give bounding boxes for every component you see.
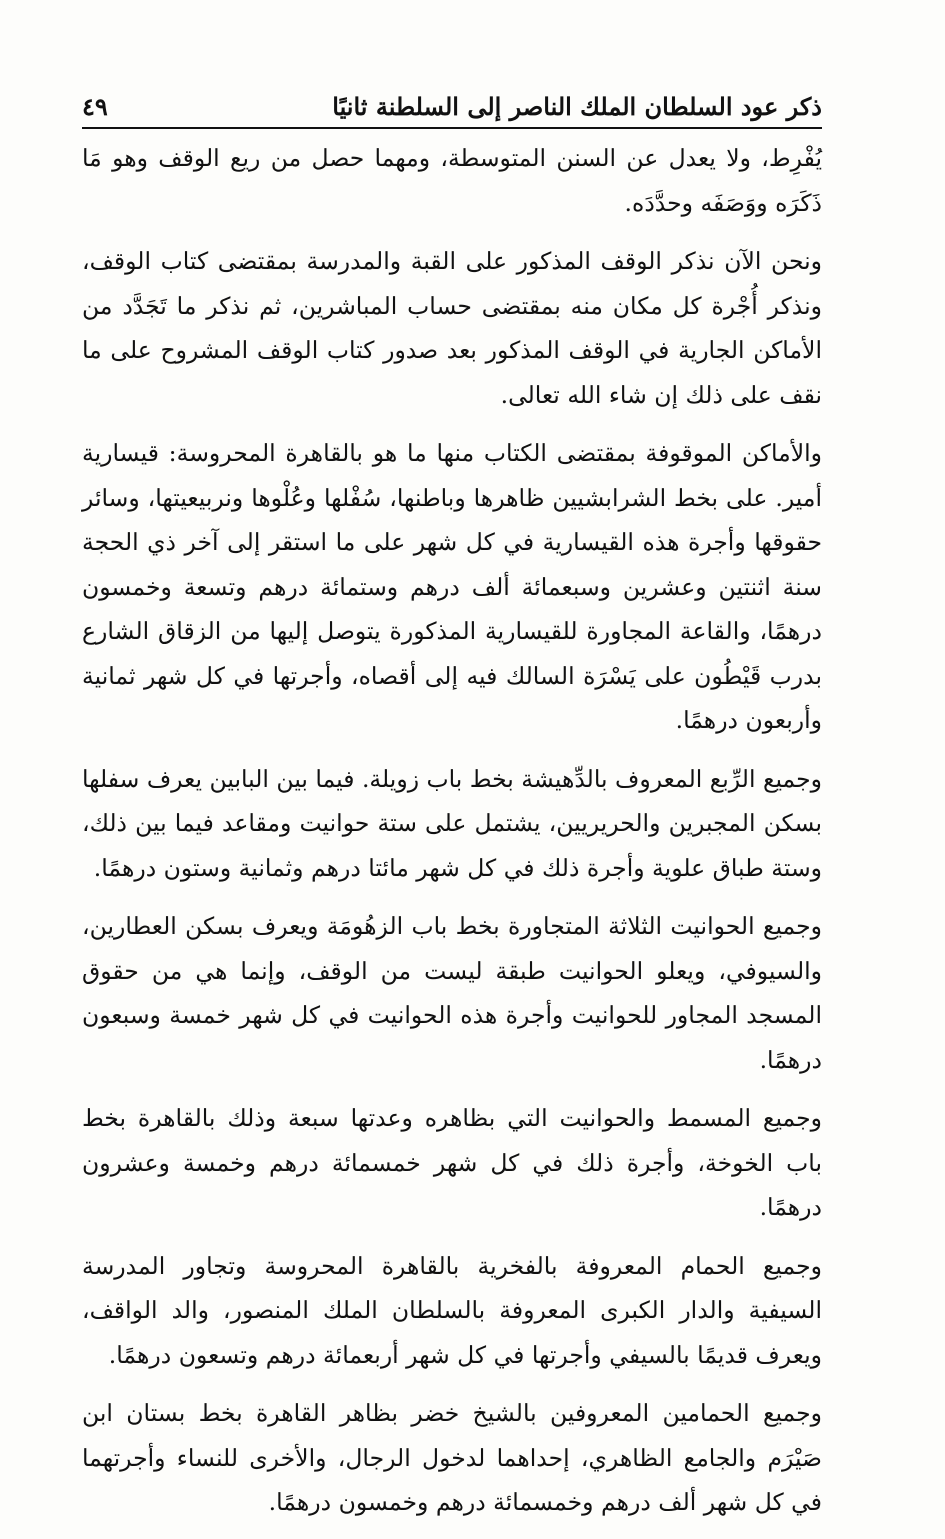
paragraph-1: يُفْرِط، ولا يعدل عن السنن المتوسطة، ومهما حصل من ريع الوقف وهو مَا ذَكَرَه ووَصَفَه وحدَّدَه. [82, 144, 822, 217]
page-header [82, 86, 822, 122]
paragraph-6: وجميع المسمط والحوانيت التي بظاهره وعدتها سبعة وذلك بالقاهرة بخط باب الخوخة، وأجرة ذلك في كل شهر خمسمائة درهم وخمسة وعشرون درهمًا. [82, 1104, 822, 1221]
paragraph-4: وجميع الرِّبع المعروف بالدِّهيشة بخط باب زويلة. فيما بين البابين يعرف سفلها بسكن المجبرين والحريريين، يشتمل على ستة حوانيت ومقاعد فيما بين ذلك، وستة طباق علوية وأجرة ذلك في كل شهر مائتا درهم وثمانية وستون درهمًا. [82, 764, 822, 882]
paragraph-3: والأماكن الموقوفة بمقتضى الكتاب منها ما هو بالقاهرة المحروسة: قيسارية أمير. على بخط الشرابشيين ظاهرها وباطنها، سُفْلها وعُلْوها ونربيعيتها، وسائر حقوقها وأجرة هذه القيسارية في كل شهر على ما استقر إلى آخر ذي الحجة سنة اثنتين وعشرين وسبعمائة ألف درهم وستمائة درهم وتسعة وخمسون درهمًا، والقاعة المجاورة للقيسارية المذكورة يتوصل إليها من الزقاق الشارع بدرب قَيْطُون على يَسْرَة السالك فيه إلى أقصاه، وأجرتها في كل شهر ثمانية وأربعون درهمًا. [82, 439, 822, 734]
running-title: ذكر عود السلطان الملك الناصر إلى السلطنة ثانيًا [332, 92, 822, 121]
paragraph-8: وجميع الحمامين المعروفين بالشيخ خضر بظاهر القاهرة بخط بستان ابن صَيْرَم والجامع الظاهري، إحداهما لدخول الرجال، والأخرى للنساء وأجرتهما في كل شهر ألف درهم وخمسمائة درهم وخمسون درهمًا. [82, 1399, 822, 1516]
body-text [82, 136, 822, 1539]
page-number: ٤٩ [82, 92, 108, 121]
paragraph-5: وجميع الحوانيت الثلاثة المتجاورة بخط باب الزهُومَة ويعرف بسكن العطارين، والسيوفي، ويعلو الحوانيت طبقة ليست من الوقف، وإنما هي من حقوق المسجد المجاور للحوانيت وأجرة هذه الحوانيت في كل شهر خمسة وسبعون درهمًا. [82, 912, 822, 1074]
header-rule [82, 127, 822, 129]
paragraph-2: ونحن الآن نذكر الوقف المذكور على القبة والمدرسة بمقتضى كتاب الوقف، ونذكر أُجْرة كل مكان منه بمقتضى حساب المباشرين، ثم نذكر ما تَجَدَّد من الأماكن الجارية في الوقف المذكور بعد صدور كتاب الوقف المشروح على ما نقف على ذلك إن شاء الله تعالى. [82, 247, 822, 409]
paragraph-7: وجميع الحمام المعروفة بالفخرية بالقاهرة المحروسة وتجاور المدرسة السيفية والدار الكبرى المعروفة بالسلطان الملك المنصور، والد الواقف، ويعرف قديمًا بالسيفي وأجرتها في كل شهر أربعمائة درهم وتسعون درهمًا. [82, 1251, 822, 1369]
